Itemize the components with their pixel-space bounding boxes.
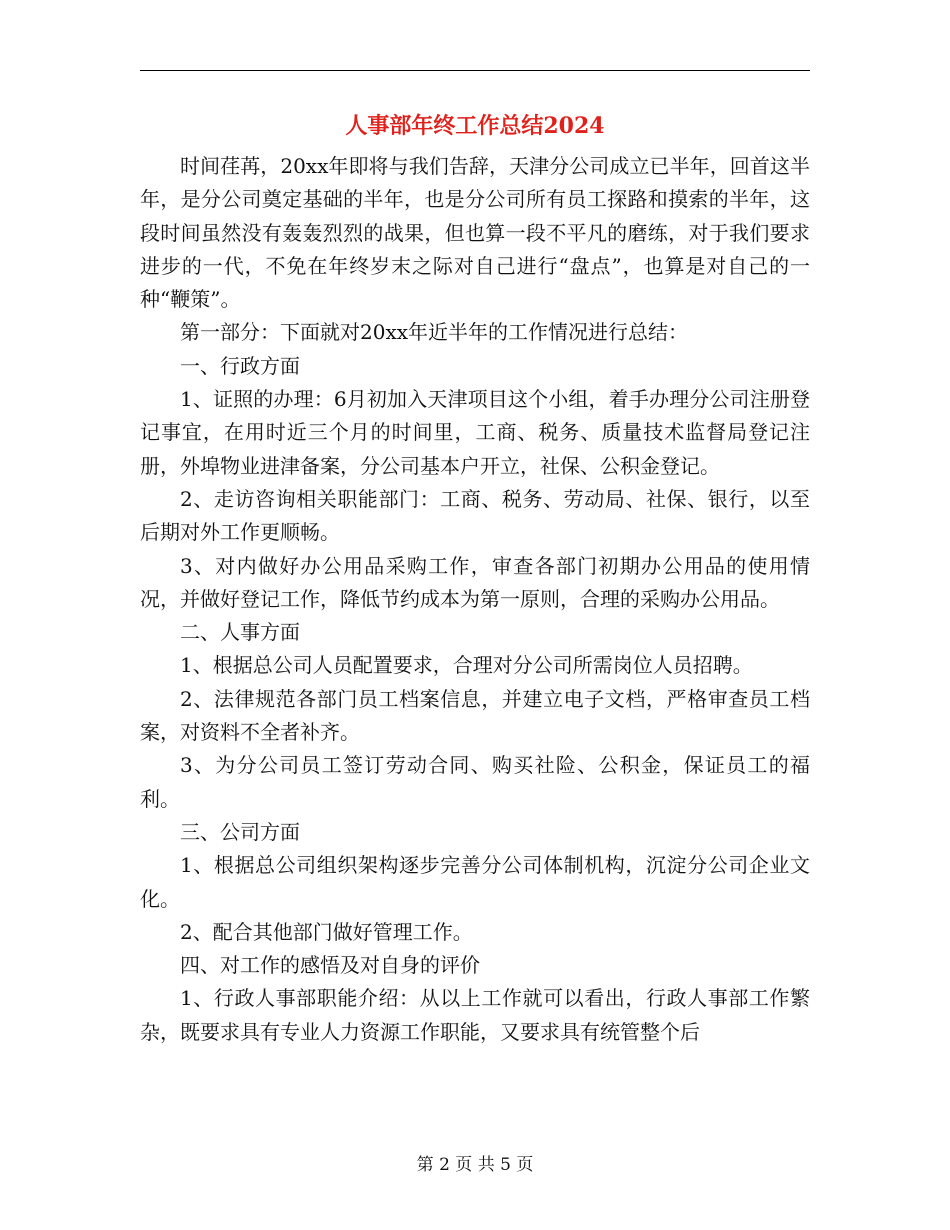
section-heading: 一、行政方面 — [180, 353, 300, 378]
section-heading: 四、对工作的感悟及对自身的评价 — [180, 953, 480, 978]
paragraph: 2、走访咨询相关职能部门：工商、税务、劳动局、社保、银行，以至后期对外工作更顺畅。 — [140, 486, 810, 545]
paragraph: 时间荏苒，20xx年即将与我们告辞，天津分公司成立已半年，回首这半年，是分公司奠定基础的半年，也是分公司所有员工探路和摸索的半年，这段时间虽然没有轰轰烈烈的战果，但也算一段不平凡的磨练，对于我们要求进步的一代，不免在年终岁末之际对自己进行“盘点”，也算是对自己的一种“鞭策”。 — [140, 154, 810, 312]
paragraph: 1、根据总公司组织架构逐步完善分公司体制机构，沉淀分公司企业文化。 — [140, 853, 810, 911]
paragraph: 1、证照的办理：6月初加入天津项目这个小组，着手办理分公司注册登记事宜，在用时近三个月的时间里，工商、税务、质量技术监督局登记注册，外埠物业进津备案，分公司基本户开立，社保、公积金登记。 — [140, 387, 810, 478]
paragraph: 2、法律规范各部门员工档案信息，并建立电子文档，严格审查员工档案，对资料不全者补齐。 — [140, 686, 810, 745]
paragraph: 第一部分：下面就对20xx年近半年的工作情况进行总结： — [180, 320, 689, 345]
document-title: 人事部年终工作总结2024 — [345, 113, 605, 139]
page-footer: 第 2 页 共 5 页 — [416, 1155, 534, 1175]
paragraph: 1、根据总公司人员配置要求，合理对分公司所需岗位人员招聘。 — [180, 653, 753, 678]
header-rule — [140, 70, 810, 71]
section-heading: 三、公司方面 — [180, 819, 300, 844]
section-heading: 二、人事方面 — [180, 620, 300, 645]
document-body — [140, 150, 810, 1100]
paragraph: 1、行政人事部职能介绍：从以上工作就可以看出，行政人事部工作繁杂，既要求具有专业人力资源工作职能，又要求具有统管整个后 — [140, 986, 810, 1044]
paragraph: 3、对内做好办公用品采购工作，审查各部门初期办公用品的使用情况，并做好登记工作，降低节约成本为第一原则，合理的采购办公用品。 — [140, 553, 810, 611]
paragraph: 3、为分公司员工签订劳动合同、购买社险、公积金，保证员工的福利。 — [140, 753, 810, 811]
paragraph: 2、配合其他部门做好管理工作。 — [180, 919, 473, 944]
